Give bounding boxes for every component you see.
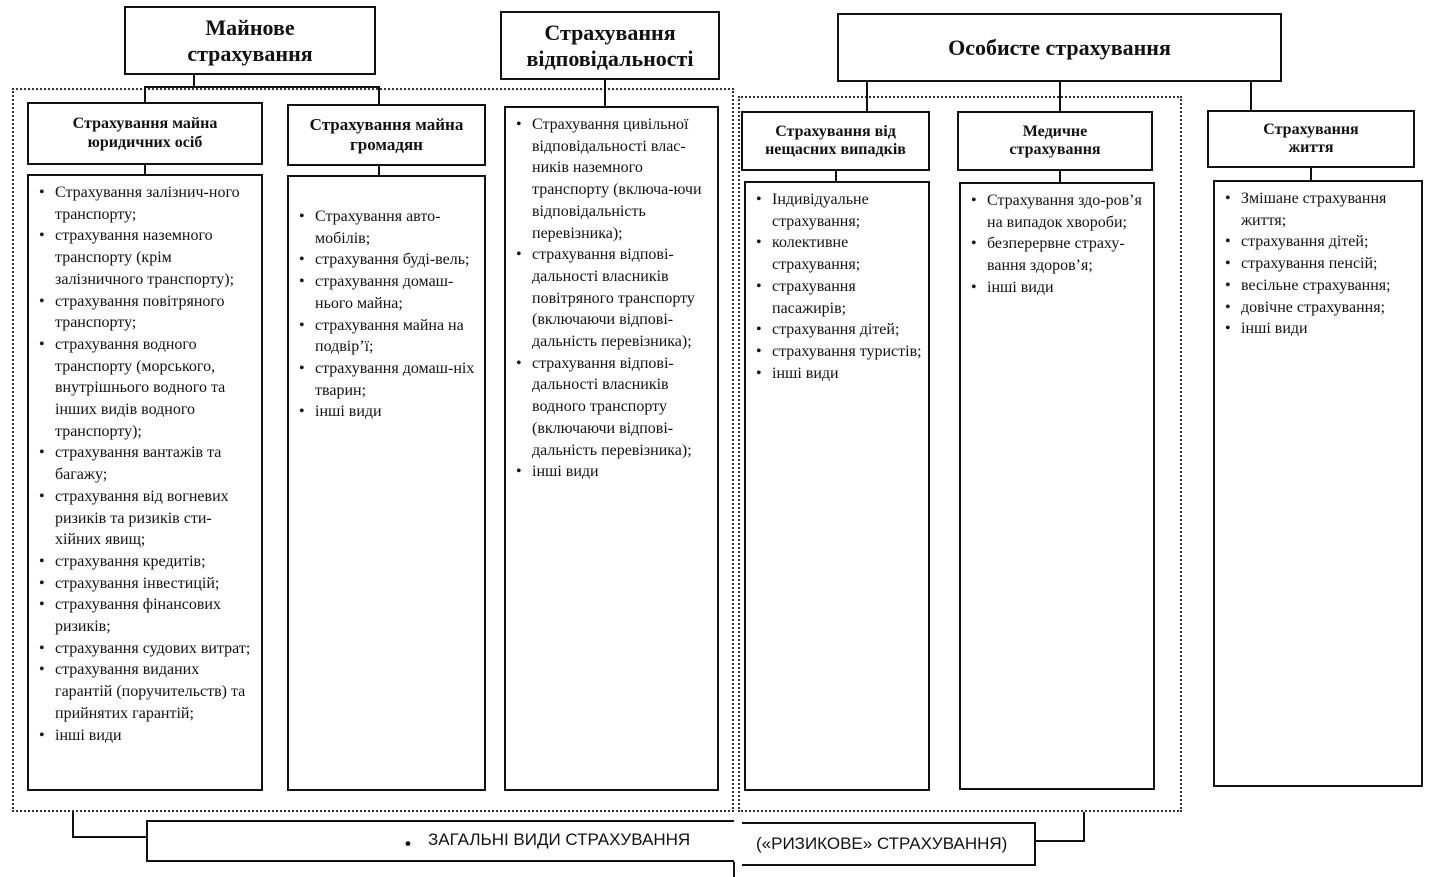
list-item: • інші види bbox=[754, 363, 922, 385]
list-item: • інші види bbox=[37, 725, 255, 747]
footer-divider-stub bbox=[733, 862, 735, 877]
list-item: • страхування наземного транспорту (крім залізничного транспорту); bbox=[37, 225, 255, 290]
footer-bracket-right-vertical bbox=[1083, 812, 1085, 842]
footer-bracket-left-horizontal bbox=[72, 836, 146, 838]
list-item: • Страхування авто-мобілів; bbox=[297, 206, 478, 249]
list-item: • інші види bbox=[969, 277, 1147, 299]
list-item: • інші види bbox=[297, 401, 478, 423]
column-header-accident-insurance-label: Страхування від нещасних випадків bbox=[765, 122, 906, 158]
list-item: • Індивідуальне страхування; bbox=[754, 189, 922, 232]
list-item: • страхування інвестицій; bbox=[37, 573, 255, 595]
header-liability-insurance bbox=[500, 11, 720, 80]
column-header-life-insurance-label: Страхування життя bbox=[1263, 120, 1359, 156]
footer-risk-types-label: («РИЗИКОВЕ» СТРАХУВАННЯ) bbox=[756, 834, 1008, 853]
header-personal-insurance bbox=[837, 13, 1282, 82]
list-item: • інші види bbox=[1223, 318, 1415, 340]
footer-bullet-dot: • bbox=[405, 834, 411, 853]
list-item: • страхування туристів; bbox=[754, 341, 922, 363]
list-item: • довічне страхування; bbox=[1223, 297, 1415, 319]
list-item: • страхування водного транспорту (морського, внутрішнього водного та інших видів водного транспорту); bbox=[37, 334, 255, 443]
list-item: • Страхування здо-ров’я на випадок хвороби; bbox=[969, 190, 1147, 233]
column-header-medical-insurance-label: Медичне страхування bbox=[1009, 122, 1101, 158]
list-item: • Страхування залізнич-ного транспорту; bbox=[37, 182, 255, 225]
list-life-insurance bbox=[1213, 180, 1423, 787]
connector-personal-right bbox=[1250, 80, 1252, 112]
footer-bracket-right-horizontal bbox=[1036, 840, 1085, 842]
list-legal-entities-property bbox=[27, 174, 263, 791]
list-item: • весільне страхування; bbox=[1223, 275, 1415, 297]
list-item: • інші види bbox=[514, 461, 711, 483]
list-item: • страхування вантажів та багажу; bbox=[37, 442, 255, 485]
column-header-legal-entities-property bbox=[27, 102, 263, 165]
header-property-insurance-label: Майнове страхування bbox=[187, 15, 313, 66]
connector-personal-middle bbox=[1059, 80, 1061, 113]
connector-property-right bbox=[378, 86, 380, 106]
list-item: • страхування дітей; bbox=[754, 319, 922, 341]
list-item: • страхування кредитів; bbox=[37, 551, 255, 573]
list-item: • Страхування цивільної відповідальності влас-ників наземного транспорту (включа-ючи відповідальність перевізника); bbox=[514, 114, 711, 244]
list-citizens-property bbox=[287, 175, 486, 791]
column-header-legal-entities-property-label: Страхування майна юридичних осіб bbox=[72, 115, 218, 151]
list-item: • страхування відпові-дальності власників водного транспорту (включаючи відпові-дальність перевізника); bbox=[514, 353, 711, 462]
list-item: • страхування відпові-дальності власників повітряного транспорту (включаючи відпові-дальність перевізника); bbox=[514, 244, 711, 353]
list-item: • страхування від вогневих ризиків та ризиків сти-хійних явищ; bbox=[37, 486, 255, 551]
list-item: • страхування судових витрат; bbox=[37, 638, 255, 660]
list-item: • страхування фінансових ризиків; bbox=[37, 594, 255, 637]
list-item: • страхування пенсій; bbox=[1223, 253, 1415, 275]
column-header-citizens-property bbox=[287, 104, 486, 166]
list-item: • страхування майна на подвір’ї; bbox=[297, 315, 478, 358]
list-item: • безперервне страху-вання здоров’я; bbox=[969, 233, 1147, 276]
list-item: • колективне страхування; bbox=[754, 232, 922, 275]
header-personal-insurance-label: Особисте страхування bbox=[948, 34, 1171, 60]
list-liability-insurance bbox=[504, 106, 719, 791]
connector-personal-left bbox=[866, 80, 868, 113]
header-property-insurance bbox=[124, 6, 376, 75]
list-item: • страхування повітряного транспорту; bbox=[37, 291, 255, 334]
list-medical-insurance bbox=[959, 182, 1155, 790]
connector-liability bbox=[604, 79, 606, 107]
list-accident-insurance bbox=[744, 181, 930, 791]
list-item: • страхування пасажирів; bbox=[754, 276, 922, 319]
list-item: • страхування домаш-ніх тварин; bbox=[297, 358, 478, 401]
connector-property-vertical bbox=[193, 73, 195, 87]
column-header-citizens-property-label: Страхування майна громадян bbox=[309, 115, 464, 154]
column-header-life-insurance bbox=[1207, 110, 1415, 168]
column-header-medical-insurance bbox=[957, 111, 1153, 171]
list-item: • Змішане страхування життя; bbox=[1223, 188, 1415, 231]
column-header-accident-insurance bbox=[741, 111, 930, 171]
connector-property-horizontal bbox=[144, 86, 380, 88]
list-item: • страхування виданих гарантій (поручительств) та прийнятих гарантій; bbox=[37, 659, 255, 724]
footer-general-types-label: ЗАГАЛЬНІ ВИДИ СТРАХУВАННЯ bbox=[428, 830, 691, 849]
list-item: • страхування дітей; bbox=[1223, 231, 1415, 253]
footer-bracket-left-vertical bbox=[72, 812, 74, 838]
list-item: • страхування домаш-нього майна; bbox=[297, 271, 478, 314]
list-item: • страхування буді-вель; bbox=[297, 249, 478, 271]
header-liability-insurance-label: Страхування відповідальності bbox=[526, 20, 694, 71]
